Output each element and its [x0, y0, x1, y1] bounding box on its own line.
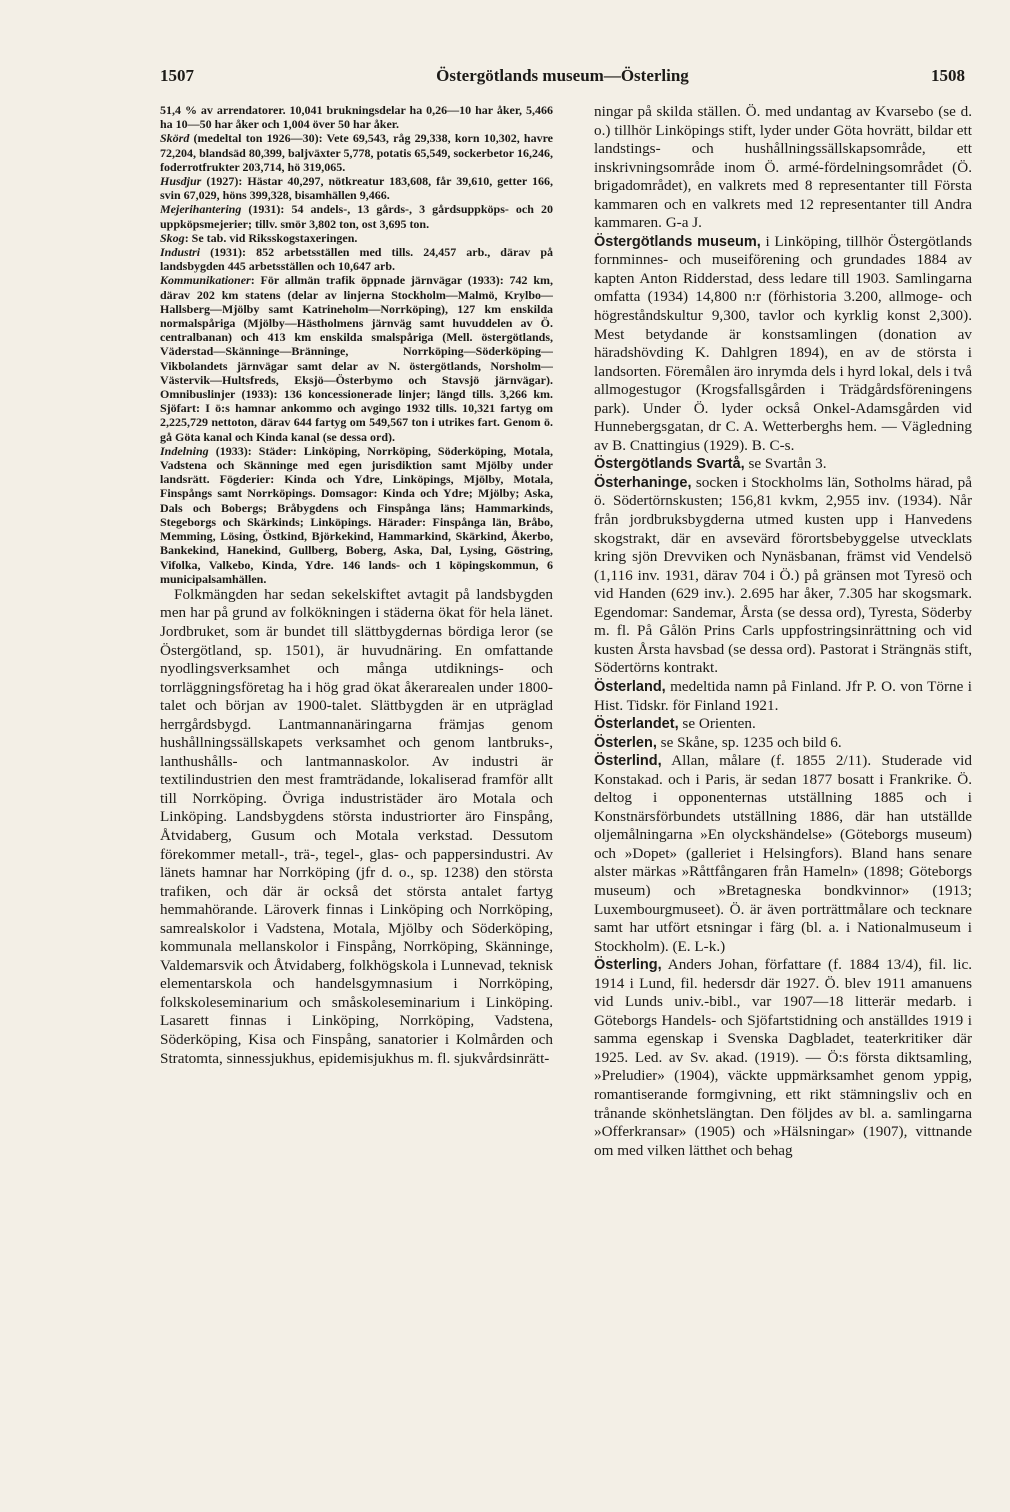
statistics-block [160, 103, 553, 586]
entry-osterlandet: Österlandet, se Orienten. [594, 715, 756, 733]
headword: Österland, [594, 678, 666, 695]
stats-paragraph-1: Skörd (medeltal ton 1926—30): Vete 69,543, råg 29,338, korn 10,302, havre 72,204, blandsäd 80,399, baljväxter 5,778, potatis 65,549, sockerbetor 16,246, foderrotfrukter 203,714, hö 319,065. [160, 131, 553, 174]
entry-osterling: Österling, Anders Johan, författare (f. 1884 13/4), fil. lic. 1914 i Lund, fil. hedersdr där 1927. Ö. blev 1911 amanuens vid Lunds univ.-bibl., var 1907—18 litterär medarb. i Göteborgs Handels- och Sjöfartstidning och anställdes 1919 i samma egenskap i Svenska Dagbladet, teaterkritiker där 1925. Led. av Sv. akad. (1919). — Ö:s första diktsamling, »Preludier» (1904), väckte uppmärksamhet genom yppig, romantiserande formgivning, ett rikt stämningsliv och en trånande skönhetslängtan. Den följdes av bl. a. samlingarna »Offerkransar» (1905) och »Hälsningar» (1907), vittnande om med vilken lätthet och behag [594, 956, 972, 1159]
entry-ostergotlands-museum: Östergötlands museum, i Linköping, tillhör Östergötlands fornminnes- och museiförening och grundades 1884 av kapten Anton Ridderstad, dess ledare till 1903. Samlingarna omfatta (1934) 14,800 n:r (förhistoria 3.200, allmoge- och högreståndskultur 9,300, tavlor och kyrklig konst 2,300). Mest betydande är konstsamlingen (donation av häradshövding K. Dahlgren 1894), en av de största i landsorten. Föremålen äro inrymda dels i hyrd lokal, dels i två allmogestugor (Krogsfallsgården i Trädgårdsföreningens park). Under Ö. lyder också Onkel-Adamsgården vid Hunnebergsgatan, dr C. A. Wetterberghs hem. — Vägledning av B. Cnattingius (1929). B. C-s. [594, 232, 972, 454]
headword: Österling, [594, 957, 662, 974]
headword: Österlind, [594, 753, 662, 770]
stats-paragraph-3: Mejerihantering (1931): 54 andels-, 13 gårds-, 3 gårdsuppköps- och 20 uppköpsmejerier; tillv. smör 3,802 ton, ost 3,695 ton. [160, 202, 553, 231]
stats-paragraph-5: Industri (1931): 852 arbetsställen med tills. 24,457 arb., därav på landsbygden 445 arbetsställen och 10,647 arb. [160, 245, 553, 274]
headword: Österlen, [594, 734, 657, 751]
stats-paragraph-6: Kommunikationer: För allmän trafik öppnade järnvägar (1933): 742 km, därav 202 km statens (delar av linjerna Stockholm—Malmö, Krylbo—Hallsberg—Mjölby samt Katrineholm—Norrköping), 127 km enskilda normalspåriga (Mjölby—Hästholmens järnväg samt huvuddelen av Ö. centralbanan) och 413 km enskilda smalspåriga (Mell. östergötlands, Väderstad—Skänninge—Bränninge, Norrköping—Söderköping—Vikbolandets järnvägar samt delar av N. östergötlands, Norsholm—Västervik—Hultsfreds, Eksjö—Österbymo och Stavsjö järnvägar). Omnibuslinjer (1933): 136 koncessionerade linjer; längd tills. 3,266 km. Sjöfart: I ö:s hamnar ankommo och avgingo 1932 tills. 10,321 fartyg om 2,225,729 nettoton, därav 644 fartyg om 549,567 ton i utrikes fart. Genom ö. gå Göta kanal och Kinda kanal (se dessa ord). [160, 273, 553, 444]
page-header [160, 66, 965, 94]
headword: Östergötlands museum, [594, 233, 761, 250]
headword: Östergötlands Svartå, [594, 456, 745, 473]
page-number-left: 1507 [160, 66, 194, 85]
running-title: Östergötlands museum—Österling [436, 66, 689, 85]
entry-ostergotlands-svarta: Östergötlands Svartå, se Svartån 3. [594, 455, 827, 473]
stats-paragraph-2: Husdjur (1927): Hästar 40,297, nötkreatur 183,608, får 39,610, getter 166, svin 67,029, höns 399,328, bisamhällen 9,466. [160, 174, 553, 203]
right-column [594, 103, 972, 1403]
entry-osterland: Österland, medeltida namn på Finland. Jfr P. O. von Törne i Hist. Tidskr. för Finland 1921. [594, 677, 972, 714]
stats-paragraph-4: Skog: Se tab. vid Riksskogstaxeringen. [160, 230, 358, 245]
stats-paragraph-0: 51,4 % av arrendatorer. 10,041 brukningsdelar ha 0,26—10 har åker, 5,466 ha 10—50 har åker och 1,004 över 50 har åker. [160, 103, 553, 132]
headword: Österlandet, [594, 716, 679, 733]
entry-continuation: ningar på skilda ställen. Ö. med undantag av Kvarsebo (se d. o.) tillhör Linköpings stift, lyder under Göta hovrätt, bildar ett landstings- och hushållningssällskapsområde, ett inskrivningsområde inom Ö. armé-fördelningsområdet (Ö. brigadområdet), en valkrets med 8 representanter till Första kammaren och en valkrets med 12 representanter till Andra kammaren. G-a J. [594, 103, 972, 232]
page-number-right: 1508 [931, 66, 965, 85]
headword: Österhaninge, [594, 474, 692, 491]
entry-osterlen: Österlen, se Skåne, sp. 1235 och bild 6. [594, 733, 842, 751]
entry-osterlind: Österlind, Allan, målare (f. 1855 2/11). Studerade vid Konstakad. och i Paris, är sedan 1877 bosatt i Frankrike. Ö. deltog i opponenternas utställning 1885 och i Konstnärsförbundets utställning 1886, där han utställde oljemålningarna »En olyckshändelse» (Göteborgs museum) och »Dopet» (galleriet i Helsingfors). Bland hans senare alster märkas »Råttfångaren från Hameln» (1898; Göteborgs museum) och »Bretagneska bondkvinnor» (1913; Luxembourgmuseet). Ö. är även porträttmålare och tecknare samt har utfört etsningar i färg (bl. a. i Nationalmuseum i Stockholm). (E. L-k.) [594, 752, 972, 955]
body-paragraph: Folkmängden har sedan sekelskiftet avtagit på landsbygden men har på grund av folkökningen i städerna ökat för hela länet. Jordbruket, som är bundet till slättbygdernas bördiga leror (se Östergötland, sp. 1501), är huvudnäring. En omfattande nyodlingsverksamhet och många utdiknings- och torrläggningsföretag ha i hög grad ökat åkerarealen under 1800-talet och början av 1900-talet. Slättbygden är en utpräglad herrgårdsbygd. Lantmannanäringarna främjas genom hushållningssällskapets verksamhet och genom lantbruks-, lanthushålls- och lantmannaskolor. Av industri är textilindustrien den mest framträdande, lokaliserad framför allt till Norrköping. Övriga industristäder äro Motala och Linköping. Landsbygdens största industriorter äro Finspång, Åtvidaberg, Gusum och Motala verkstad. Dessutom förekommer metall-, trä-, tegel-, glas- och pappersindustri. Av länets hamnar har Norrköping (jfr d. o., sp. 1238) den största trafiken, och där är också det största antalet fartyg hemmahörande. Läroverk finnas i Linköping och Norrköping, samrealskolor i Vadstena, Motala, Mjölby och Söderköping, kommunala mellanskolor i Finspång, Norrköping, Skänninge, Valdemarsvik och Åtvidaberg, folkhögskola i Lunnevad, teknisk elementarskola och handelsgymnasium i Norrköping, folkskoleseminarium och småskoleseminarium i Linköping. Lasarett finnas i Linköping, Norrköping, Vadstena, Söderköping, Kisa och Finspång, sanatorier i Kolmården och Stratomta, sinnessjukhus, epidemisjukhus m. fl. sjukvårdsinrätt- [160, 585, 553, 1067]
left-column [160, 103, 553, 1403]
stats-paragraph-7: Indelning (1933): Städer: Linköping, Norrköping, Söderköping, Motala, Vadstena och Skänninge med egen jurisdiktion samt Mjölby under landsrätt. Fögderier: Kinda och Ydre, Linköpings, Mjölby, Motala, Finspångs samt Norrköpings. Domsagor: Kinda och Ydre; Mjölby; Aska, Dals och Bobergs; Bråbygdens och Finspånga läns; Hammarkinds, Stegeborgs och Skärkinds; Linköpings. Härader: Finspånga län, Bråbo, Memming, Lösing, Östkind, Björkekind, Hammarkind, Skärkind, Åkerbo, Bankekind, Hanekind, Gullberg, Boberg, Aska, Dal, Lysing, Göstring, Vifolka, Valkebo, Kinda, Ydre. 146 lands- och 1 köpingskommun, 6 municipalsamhällen. [160, 443, 553, 586]
entry-osterhaninge: Österhaninge, socken i Stockholms län, Sotholms härad, på ö. Södertörnskusten; 156,81 kvkm, 2,955 inv. (1934). Når från jordbruksbygderna utmed kusten upp i Hanvedens skogstrakt, där en avsevärd förortsbebyggelse utvecklats kring sjön Drevviken och Nynäsbanan, främst vid Vendelsö (1,116 inv. 1931, därav 704 i Ö.) på gränsen mot Tyresö och vid Handen (629 inv.). 2.695 har åker, 7.305 har skogsmark. Egendomar: Sandemar, Årsta (se dessa ord), Tyresta, Söderby m. fl. På Gålön Prins Carls uppfostringsinrättning och vid kusten Årsta havsbad (se dessa ord). Pastorat i Strängnäs stift, Södertörns kontrakt. [594, 473, 972, 677]
